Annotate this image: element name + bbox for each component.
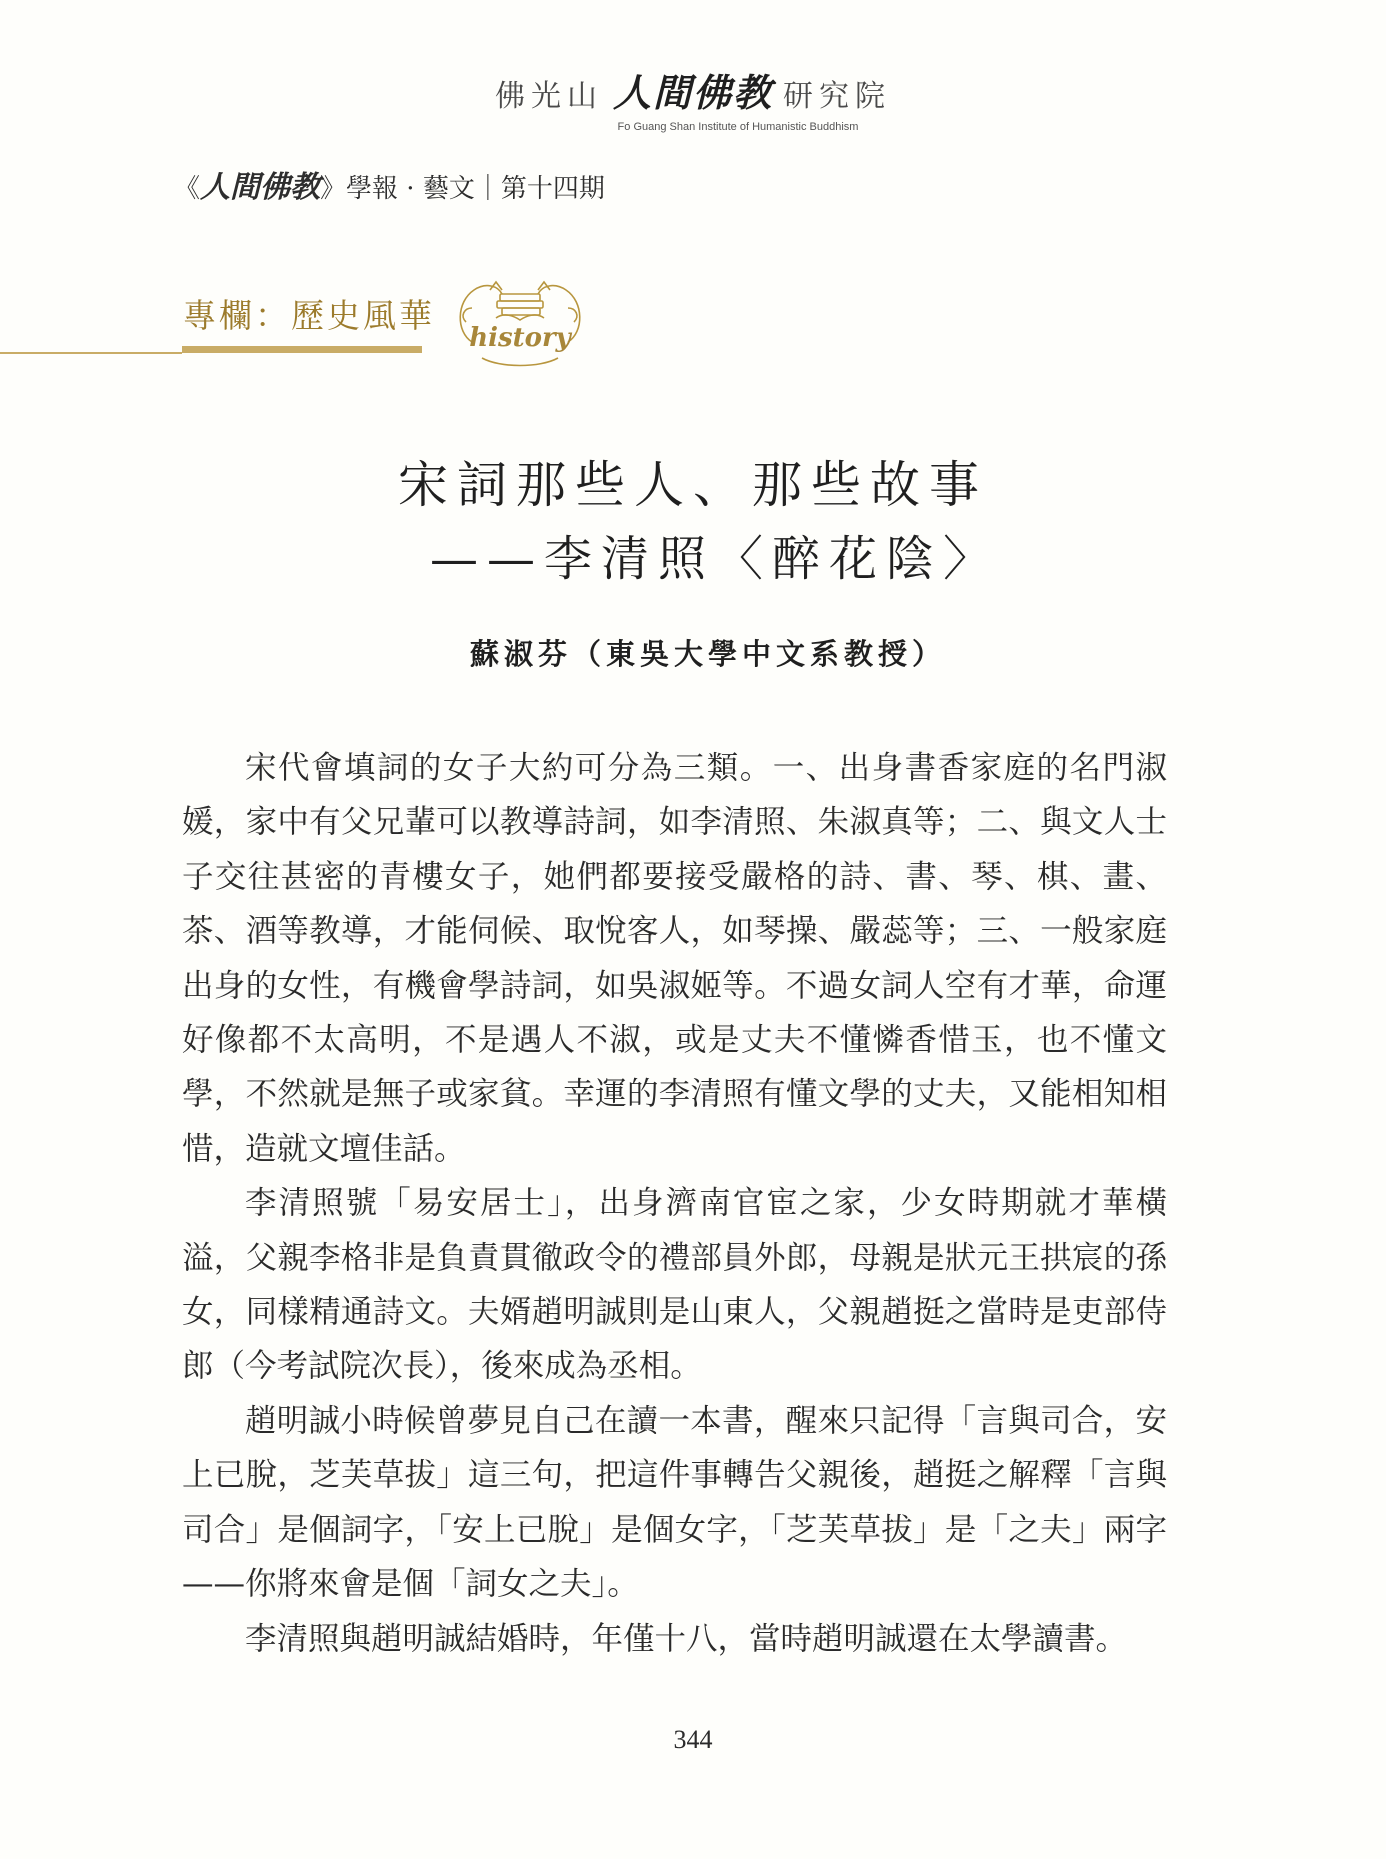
institute-suffix: 研究院 [783,79,891,114]
article-author: 蘇淑芬（東吳大學中文系教授） [469,637,946,671]
article-title: 宋詞那些人、那些故事 [398,456,988,514]
institute-header [0,62,1386,133]
history-emblem-icon [452,272,588,372]
article-subtitle: ——李清照〈醉花陰〉 [430,531,1001,587]
history-emblem-word: history [469,323,571,353]
institute-name [495,62,891,117]
body-paragraph: 李清照號「易安居士」，出身濟南官宦之家，少女時期就才華橫溢，父親李格非是負責貫徹政令的禮部員外郎，母親是狀元王拱宸的孫女，同樣精通詩文。夫婿趙明誠則是山東人，父親趙挺之當時是吏部侍郎（今考試院次長），後來成為丞相。 [182,1185,1167,1385]
column-rule-underline [182,346,422,353]
journal-brand-logo: 人間佛教 [200,170,321,205]
article-body [182,741,1167,1666]
column-rule-left [0,352,182,354]
journal-close-bracket: 》 [320,174,347,204]
body-paragraph: 宋代會填詞的女子大約可分為三類。一、出身書香家庭的名門淑媛，家中有父兄輩可以教導詩詞，如李清照、朱淑真等；二、與文人士子交往甚密的青樓女子，她們都要接受嚴格的詩、書、琴、棋、畫、茶、酒等教導，才能伺候、取悅客人，如琴操、嚴蕊等；三、一般家庭出身的女性，有機會學詩詞，如吳淑姬等。不過女詞人空有才華，命運好像都不太高明，不是遇人不淑，或是丈夫不懂憐香惜玉，也不懂文學，不然就是無子或家貧。幸運的李清照有懂文學的丈夫，又能相知相惜，造就文壇佳話。 [182,750,1167,1167]
journal-open-bracket: 《 [174,174,201,204]
journal-issue-info: 學報 · 藝文｜第十四期 [346,174,605,204]
body-paragraph: 趙明誠小時候曾夢見自己在讀一本書，醒來只記得「言與司合，安上已脫，芝芙草拔」這三句，把這件事轉告父親後，趙挺之解釋「言與司合」是個詞字，「安上已脫」是個女字，「芝芙草拔」是「之夫」兩字——你將來會是個「詞女之夫」。 [182,1402,1167,1603]
institute-prefix: 佛光山 [494,79,603,114]
institute-brand-logo: 人間佛教 [612,70,773,115]
journal-running-head [174,162,605,206]
page-number: 344 [673,1725,713,1754]
institute-english-name: Fo Guang Shan Institute of Humanistic Buddhism [617,121,859,133]
column-label: 專欄：歷史風華 [183,296,435,335]
body-paragraph: 李清照與趙明誠結婚時，年僅十八，當時趙明誠還在太學讀書。 [245,1620,1128,1657]
